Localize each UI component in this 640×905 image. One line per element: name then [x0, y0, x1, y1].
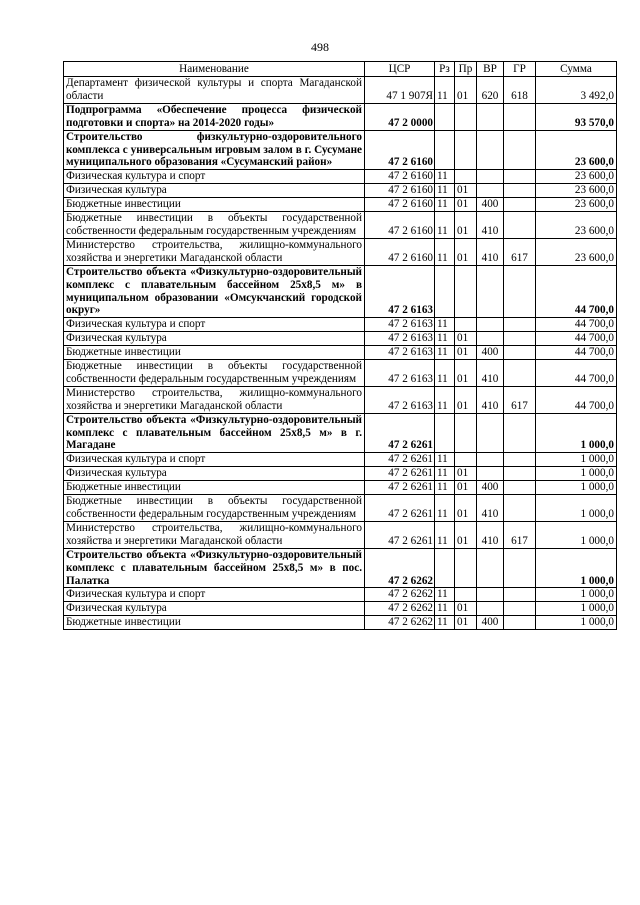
cell-rz: 11: [435, 495, 455, 522]
cell-name: Бюджетные инвестиции: [64, 481, 365, 495]
cell-gr: 617: [504, 386, 536, 413]
cell-csr: 47 2 6262: [365, 616, 435, 630]
cell-pr: [455, 413, 477, 453]
table-row: [64, 386, 617, 413]
cell-vr: [477, 103, 504, 130]
header-rz: Рз: [435, 62, 455, 77]
cell-name: Бюджетные инвестиции: [64, 616, 365, 630]
cell-vr: 400: [477, 481, 504, 495]
cell-name: Физическая культура и спорт: [64, 588, 365, 602]
cell-pr: [455, 130, 477, 170]
cell-pr: 01: [455, 346, 477, 360]
cell-csr: 47 2 6160: [365, 238, 435, 265]
table-row: [64, 453, 617, 467]
table-row: [64, 238, 617, 265]
cell-vr: [477, 413, 504, 453]
cell-sum: 1 000,0: [536, 548, 617, 588]
cell-name: Физическая культура: [64, 332, 365, 346]
table-row: [64, 77, 617, 104]
cell-sum: 1 000,0: [536, 616, 617, 630]
cell-vr: [477, 130, 504, 170]
cell-csr: 47 2 6163: [365, 386, 435, 413]
cell-csr: 47 2 6163: [365, 346, 435, 360]
cell-rz: 11: [435, 521, 455, 548]
cell-sum: 44 700,0: [536, 346, 617, 360]
cell-sum: 44 700,0: [536, 360, 617, 387]
cell-sum: 93 570,0: [536, 103, 617, 130]
cell-gr: [504, 495, 536, 522]
cell-gr: [504, 602, 536, 616]
cell-sum: 44 700,0: [536, 386, 617, 413]
cell-pr: 01: [455, 360, 477, 387]
cell-pr: 01: [455, 386, 477, 413]
cell-csr: 47 2 6262: [365, 602, 435, 616]
cell-pr: [455, 170, 477, 184]
cell-name: Департамент физической культуры и спорта Магаданской области: [64, 77, 365, 104]
cell-rz: [435, 265, 455, 318]
cell-name: Строительство объекта «Физкультурно-оздоровительный комплекс с плавательным бассейном 25х8,5 м» в муниципальном образовании «Омсукчанский городской округ»: [64, 265, 365, 318]
cell-pr: [455, 453, 477, 467]
table-row: [64, 170, 617, 184]
cell-pr: 01: [455, 495, 477, 522]
cell-pr: 01: [455, 616, 477, 630]
cell-vr: [477, 453, 504, 467]
cell-name: Министерство строительства, жилищно-коммунального хозяйства и энергетики Магаданской области: [64, 238, 365, 265]
cell-pr: 01: [455, 602, 477, 616]
cell-name: Строительство объекта «Физкультурно-оздоровительный комплекс с плавательным бассейном 25х8,5 м» в г. Магадане: [64, 413, 365, 453]
cell-pr: [455, 588, 477, 602]
cell-rz: 11: [435, 588, 455, 602]
header-sum: Сумма: [536, 62, 617, 77]
cell-rz: 11: [435, 77, 455, 104]
cell-name: Бюджетные инвестиции в объекты государственной собственности федеральным государственным учреждениям: [64, 212, 365, 239]
cell-gr: [504, 265, 536, 318]
cell-csr: 47 1 907Я: [365, 77, 435, 104]
page-number: 498: [311, 40, 329, 54]
table-row: [64, 318, 617, 332]
cell-vr: [477, 602, 504, 616]
table-row: [64, 360, 617, 387]
cell-vr: [477, 265, 504, 318]
cell-sum: 44 700,0: [536, 318, 617, 332]
cell-vr: 400: [477, 198, 504, 212]
header-pr: Пр: [455, 62, 477, 77]
cell-name: Физическая культура: [64, 602, 365, 616]
cell-csr: 47 2 6262: [365, 588, 435, 602]
cell-gr: [504, 103, 536, 130]
cell-name: Бюджетные инвестиции: [64, 346, 365, 360]
cell-vr: [477, 318, 504, 332]
cell-rz: 11: [435, 198, 455, 212]
cell-rz: 11: [435, 360, 455, 387]
cell-vr: 620: [477, 77, 504, 104]
cell-pr: 01: [455, 521, 477, 548]
cell-rz: 11: [435, 332, 455, 346]
cell-gr: [504, 170, 536, 184]
cell-rz: 11: [435, 346, 455, 360]
cell-vr: [477, 332, 504, 346]
table-row-section: [64, 103, 617, 130]
cell-gr: [504, 184, 536, 198]
cell-gr: 617: [504, 521, 536, 548]
cell-csr: 47 2 6160: [365, 170, 435, 184]
table-row: [64, 616, 617, 630]
cell-gr: [504, 346, 536, 360]
cell-gr: [504, 588, 536, 602]
cell-gr: [504, 548, 536, 588]
cell-name: Строительство объекта «Физкультурно-оздоровительный комплекс с плавательным бассейном 25х8,5 м» в пос. Палатка: [64, 548, 365, 588]
cell-pr: [455, 318, 477, 332]
table-row: [64, 346, 617, 360]
cell-gr: [504, 318, 536, 332]
cell-name: Подпрограмма «Обеспечение процесса физической подготовки и спорта» на 2014-2020 годы»: [64, 103, 365, 130]
cell-sum: 44 700,0: [536, 332, 617, 346]
cell-sum: 1 000,0: [536, 521, 617, 548]
header-csr: ЦСР: [365, 62, 435, 77]
cell-sum: 1 000,0: [536, 481, 617, 495]
cell-sum: 23 600,0: [536, 238, 617, 265]
cell-sum: 1 000,0: [536, 495, 617, 522]
cell-sum: 1 000,0: [536, 602, 617, 616]
cell-name: Физическая культура и спорт: [64, 318, 365, 332]
cell-csr: 47 2 6262: [365, 548, 435, 588]
cell-vr: 400: [477, 346, 504, 360]
cell-gr: 617: [504, 238, 536, 265]
cell-rz: [435, 548, 455, 588]
table-row: [64, 602, 617, 616]
cell-vr: 400: [477, 616, 504, 630]
cell-name: Министерство строительства, жилищно-коммунального хозяйства и энергетики Магаданской области: [64, 521, 365, 548]
table-row: [64, 332, 617, 346]
cell-name: Физическая культура: [64, 467, 365, 481]
cell-sum: 3 492,0: [536, 77, 617, 104]
cell-rz: 11: [435, 212, 455, 239]
cell-csr: 47 2 6261: [365, 521, 435, 548]
cell-rz: 11: [435, 170, 455, 184]
cell-gr: [504, 413, 536, 453]
cell-name: Бюджетные инвестиции в объекты государственной собственности федеральным государственным учреждениям: [64, 360, 365, 387]
cell-name: Министерство строительства, жилищно-коммунального хозяйства и энергетики Магаданской области: [64, 386, 365, 413]
cell-vr: [477, 184, 504, 198]
cell-rz: 11: [435, 616, 455, 630]
cell-vr: 410: [477, 521, 504, 548]
table-row-section: [64, 130, 617, 170]
cell-pr: 01: [455, 198, 477, 212]
cell-vr: [477, 588, 504, 602]
table-row: [64, 481, 617, 495]
cell-rz: [435, 413, 455, 453]
cell-vr: 410: [477, 238, 504, 265]
cell-gr: [504, 198, 536, 212]
cell-csr: 47 2 6160: [365, 198, 435, 212]
cell-sum: 44 700,0: [536, 265, 617, 318]
cell-name: Физическая культура: [64, 184, 365, 198]
cell-vr: 410: [477, 360, 504, 387]
cell-name: Бюджетные инвестиции: [64, 198, 365, 212]
cell-csr: 47 2 6160: [365, 212, 435, 239]
cell-rz: 11: [435, 453, 455, 467]
cell-gr: [504, 332, 536, 346]
cell-name: Строительство физкультурно-оздоровительного комплекса с универсальным игровым залом в г. Сусумане муниципального образования «Сусуманский район»: [64, 130, 365, 170]
cell-csr: 47 2 6163: [365, 318, 435, 332]
cell-csr: 47 2 6261: [365, 481, 435, 495]
cell-gr: [504, 467, 536, 481]
cell-sum: 23 600,0: [536, 184, 617, 198]
cell-rz: [435, 103, 455, 130]
cell-rz: 11: [435, 467, 455, 481]
cell-pr: 01: [455, 184, 477, 198]
cell-sum: 1 000,0: [536, 467, 617, 481]
header-gr: ГР: [504, 62, 536, 77]
cell-gr: [504, 212, 536, 239]
cell-sum: 1 000,0: [536, 413, 617, 453]
cell-pr: 01: [455, 212, 477, 239]
cell-sum: 23 600,0: [536, 198, 617, 212]
cell-sum: 1 000,0: [536, 453, 617, 467]
cell-name: Физическая культура и спорт: [64, 170, 365, 184]
cell-gr: [504, 130, 536, 170]
cell-vr: 410: [477, 212, 504, 239]
cell-sum: 23 600,0: [536, 130, 617, 170]
table-row: [64, 184, 617, 198]
cell-csr: 47 2 6160: [365, 184, 435, 198]
cell-name: Физическая культура и спорт: [64, 453, 365, 467]
cell-csr: 47 2 6163: [365, 360, 435, 387]
table-body: [64, 77, 617, 630]
table-row-section: [64, 265, 617, 318]
header-vr: ВР: [477, 62, 504, 77]
cell-gr: [504, 360, 536, 387]
cell-pr: [455, 103, 477, 130]
cell-vr: [477, 467, 504, 481]
cell-pr: 01: [455, 332, 477, 346]
budget-table: [63, 61, 617, 630]
cell-pr: 01: [455, 238, 477, 265]
cell-gr: [504, 616, 536, 630]
cell-csr: 47 2 6261: [365, 453, 435, 467]
cell-rz: 11: [435, 481, 455, 495]
cell-vr: [477, 548, 504, 588]
cell-vr: 410: [477, 495, 504, 522]
table-row: [64, 212, 617, 239]
cell-csr: 47 2 0000: [365, 103, 435, 130]
table-row: [64, 198, 617, 212]
cell-rz: [435, 130, 455, 170]
cell-name: Бюджетные инвестиции в объекты государственной собственности федеральным государственным учреждениям: [64, 495, 365, 522]
cell-gr: [504, 481, 536, 495]
cell-rz: 11: [435, 318, 455, 332]
cell-vr: 410: [477, 386, 504, 413]
cell-sum: 23 600,0: [536, 212, 617, 239]
header-name: Наименование: [64, 62, 365, 77]
cell-gr: [504, 453, 536, 467]
cell-pr: 01: [455, 77, 477, 104]
cell-csr: 47 2 6163: [365, 332, 435, 346]
table-header-row: [64, 62, 617, 77]
cell-rz: 11: [435, 386, 455, 413]
cell-rz: 11: [435, 238, 455, 265]
cell-pr: 01: [455, 481, 477, 495]
cell-csr: 47 2 6261: [365, 467, 435, 481]
cell-rz: 11: [435, 184, 455, 198]
cell-rz: 11: [435, 602, 455, 616]
cell-gr: 618: [504, 77, 536, 104]
cell-vr: [477, 170, 504, 184]
cell-csr: 47 2 6163: [365, 265, 435, 318]
cell-sum: 23 600,0: [536, 170, 617, 184]
table-row: [64, 467, 617, 481]
cell-pr: [455, 548, 477, 588]
cell-csr: 47 2 6261: [365, 413, 435, 453]
table-row: [64, 588, 617, 602]
cell-csr: 47 2 6160: [365, 130, 435, 170]
cell-csr: 47 2 6261: [365, 495, 435, 522]
table-row: [64, 495, 617, 522]
cell-pr: 01: [455, 467, 477, 481]
table-row-section: [64, 413, 617, 453]
cell-sum: 1 000,0: [536, 588, 617, 602]
cell-pr: [455, 265, 477, 318]
table-row: [64, 521, 617, 548]
table-row-section: [64, 548, 617, 588]
